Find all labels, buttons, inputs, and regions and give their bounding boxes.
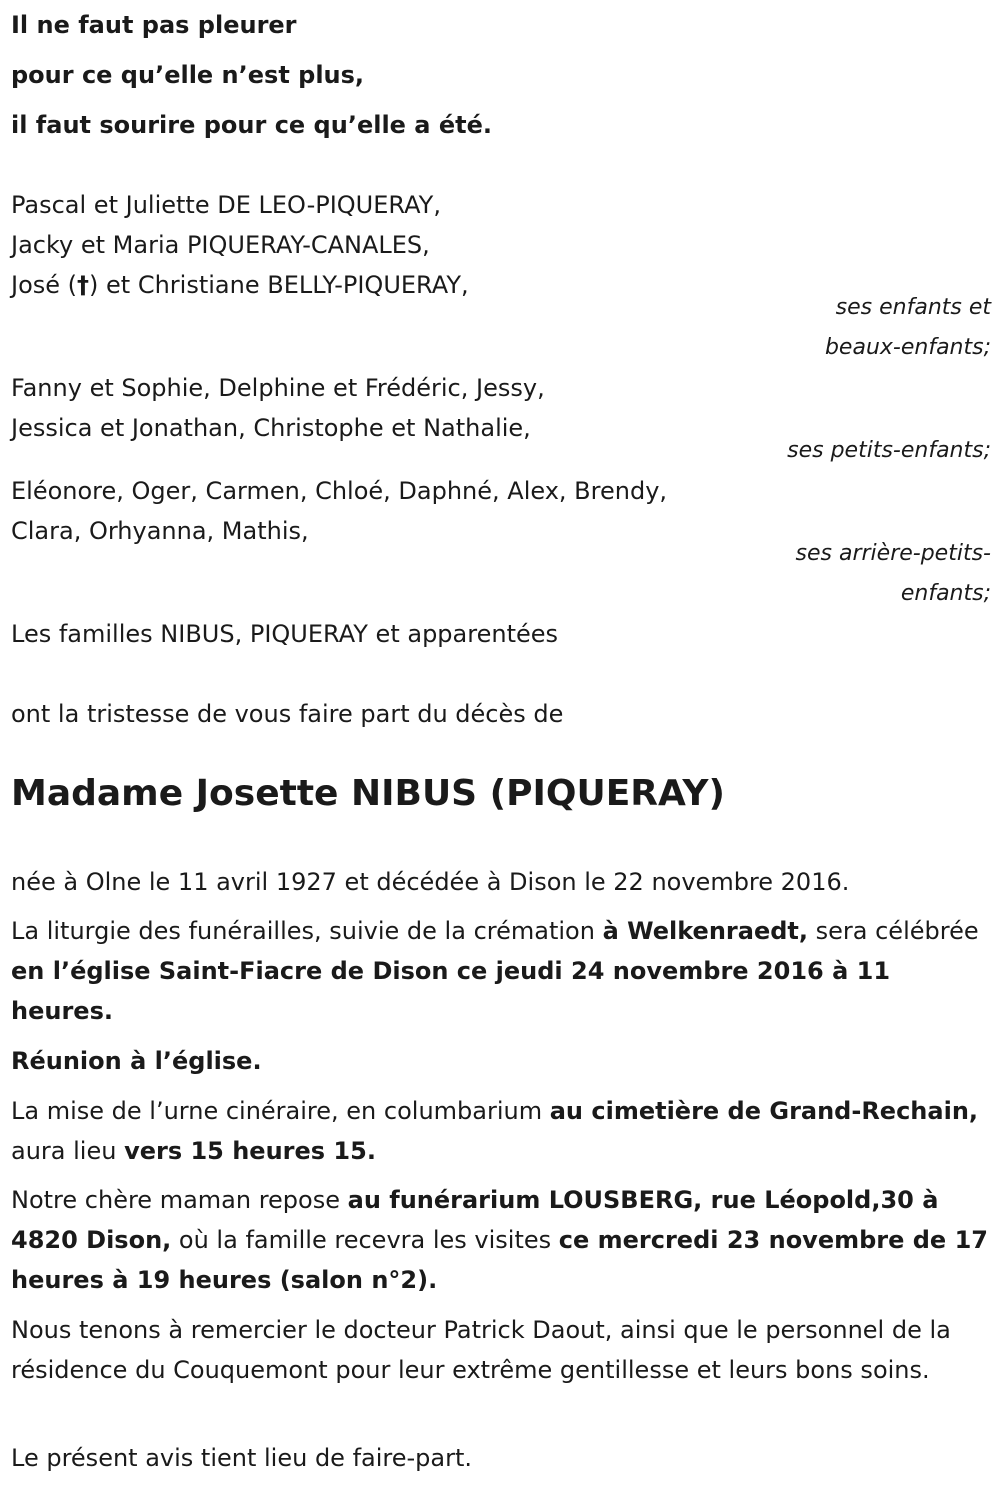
great-grandchildren-role-1: ses arrière-petits- [795, 541, 991, 566]
urn-text-2: aura lieu [11, 1137, 125, 1165]
funeral-home-visits: ce mercredi 23 novembre de 17 heures à 19 heures (salon n°2). [11, 1226, 988, 1294]
quote-line-3: il faut sourire pour ce qu’elle a été. [11, 111, 492, 139]
children-role-2: beaux-enfants; [824, 335, 991, 360]
quote-line-2: pour ce qu’elle n’est plus, [11, 61, 365, 89]
great-grandchildren-line-2: Clara, Orhyanna, Mathis, [11, 517, 309, 545]
announce-line: ont la tristesse de vous faire part du décès de [11, 700, 564, 728]
children-line-3-b: ) et Christiane BELLY-PIQUERAY, [89, 271, 469, 299]
liturgy-church-date: en l’église Saint-Fiacre de Dison ce jeudi 24 novembre 2016 à 11 heures. [11, 957, 891, 1025]
quote-line-1: Il ne faut pas pleurer [11, 11, 297, 39]
funeral-home-address: au funérarium LOUSBERG, rue Léopold,30 à 4820 Dison, [11, 1186, 939, 1254]
closing-paragraph: Le présent avis tient lieu de faire-part. [11, 1444, 473, 1472]
funeral-home-text-2: où la famille recevra les visites [171, 1226, 559, 1254]
families-line: Les familles NIBUS, PIQUERAY et apparentées [11, 620, 559, 648]
urn-text-1: La mise de l’urne cinéraire, en columbarium [11, 1097, 550, 1125]
grandchildren-line-1: Fanny et Sophie, Delphine et Frédéric, Jessy, [11, 374, 545, 402]
liturgy-place: à Welkenraedt, [602, 917, 808, 945]
deceased-name: Madame Josette NIBUS (PIQUERAY) [11, 773, 725, 814]
urn-paragraph [11, 1091, 989, 1171]
thanks-paragraph: Nous tenons à remercier le docteur Patrick Daout, ainsi que le personnel de la résidence du Couquemont pour leur extrême gentillesse et leurs bons soins. [11, 1316, 951, 1384]
great-grandchildren-line-1: Eléonore, Oger, Carmen, Chloé, Daphné, Alex, Brendy, [11, 477, 668, 505]
birth-death-paragraph: née à Olne le 11 avril 1927 et décédée à Dison le 22 novembre 2016. [11, 868, 850, 896]
liturgy-text-2: sera célébrée [808, 917, 979, 945]
grandchildren-line-2: Jessica et Jonathan, Christophe et Nathalie, [11, 414, 531, 442]
children-line-3 [11, 265, 469, 305]
urn-cemetery: au cimetière de Grand-Rechain, [549, 1097, 979, 1125]
children-role-1: ses enfants et [835, 295, 991, 320]
funeral-home-text-1: Notre chère maman repose [11, 1186, 348, 1214]
great-grandchildren-role-2: enfants; [900, 581, 991, 606]
funeral-home-paragraph [11, 1180, 989, 1300]
children-line-1: Pascal et Juliette DE LEO-PIQUERAY, [11, 191, 441, 219]
liturgy-text-1: La liturgie des funérailles, suivie de la crémation [11, 917, 603, 945]
urn-time: vers 15 heures 15. [124, 1137, 376, 1165]
children-line-2: Jacky et Maria PIQUERAY-CANALES, [11, 231, 430, 259]
reunion-paragraph: Réunion à l’église. [11, 1047, 262, 1075]
grandchildren-role: ses petits-enfants; [787, 438, 991, 463]
liturgy-paragraph [11, 911, 989, 1031]
children-line-3-a: José ( [11, 271, 78, 299]
cross-icon: † [77, 271, 90, 299]
